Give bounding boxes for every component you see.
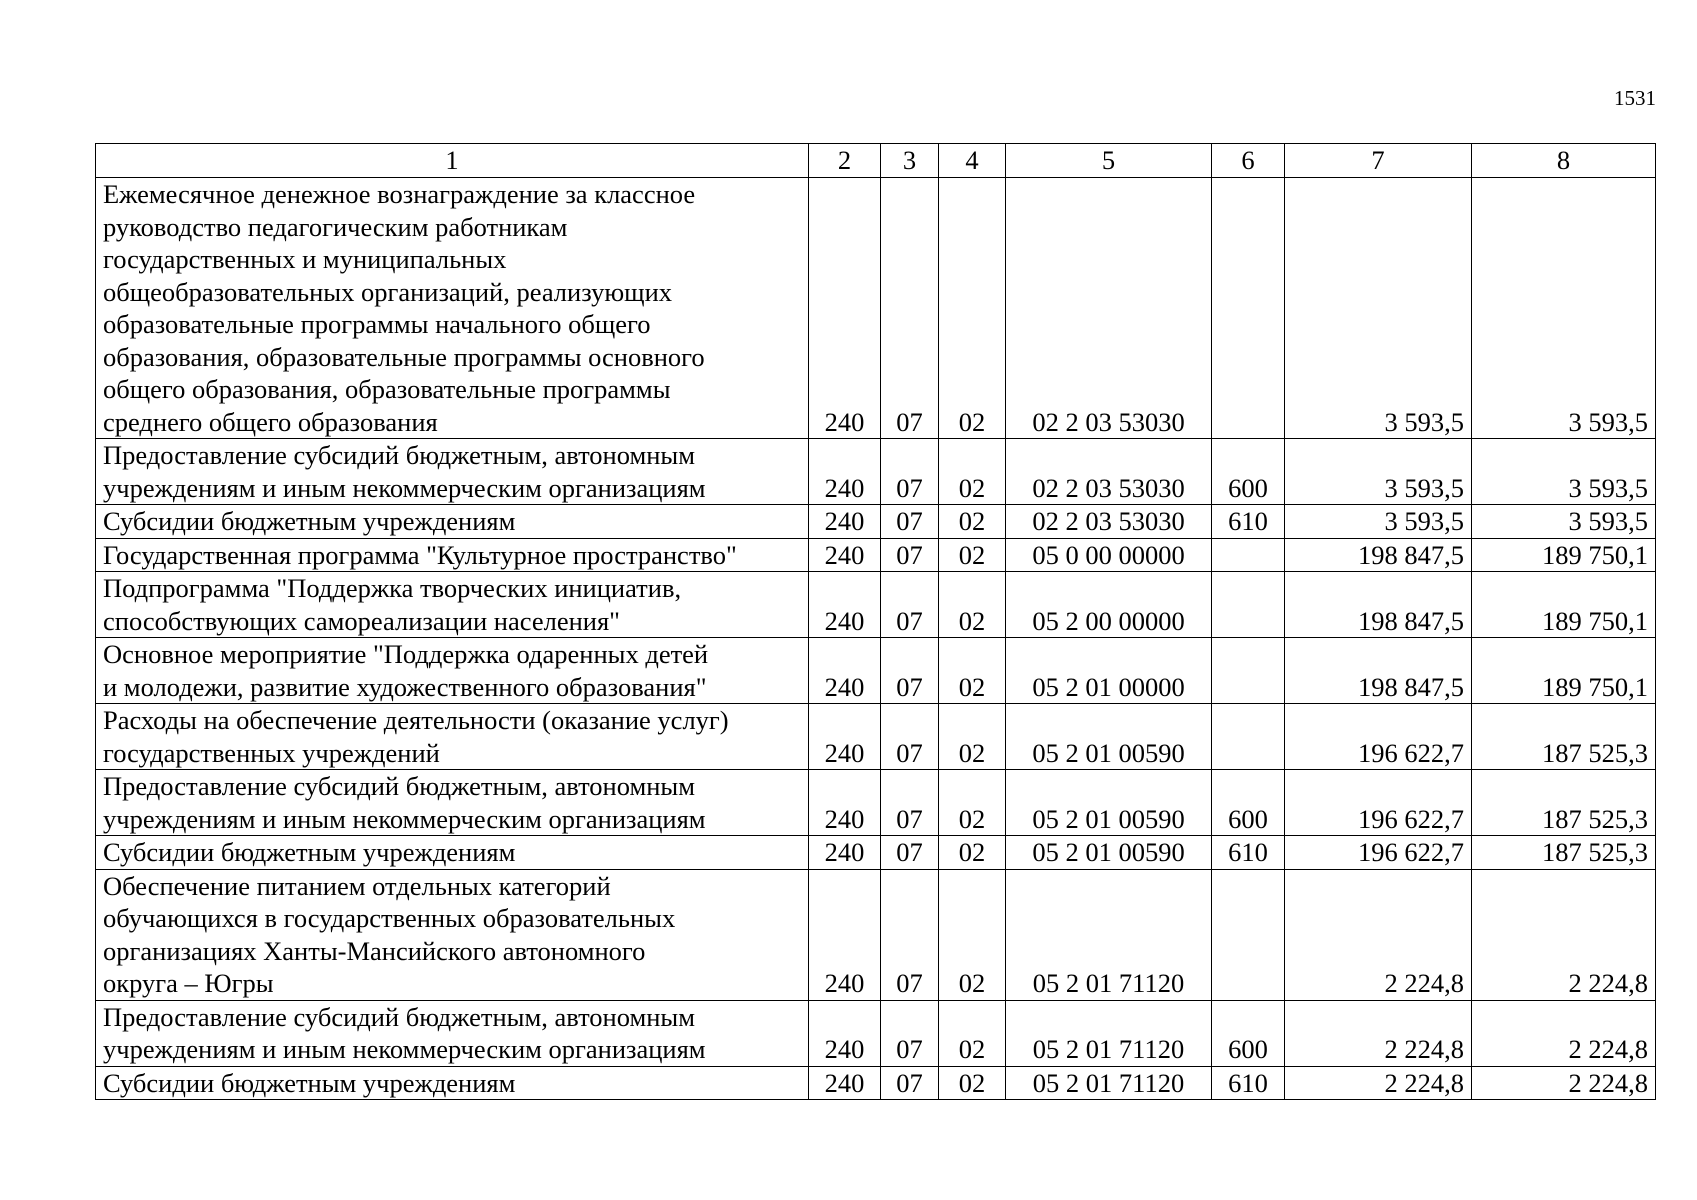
row-code-6: [1212, 869, 1285, 1000]
row-code-2: 240: [809, 1000, 881, 1066]
row-name: [96, 178, 809, 439]
row-amount-7: 2 224,8: [1285, 869, 1472, 1000]
row-code-6: [1212, 638, 1285, 704]
row-code-2: 240: [809, 836, 881, 870]
row-code-3: 07: [881, 770, 939, 836]
row-code-5: 05 2 01 00000: [1006, 638, 1212, 704]
column-header-1: 1: [96, 144, 809, 178]
row-amount-8: 3 593,5: [1472, 439, 1656, 505]
row-name-text: Подпрограмма "Поддержка творческих инициатив, способствующих самореализации населения": [103, 573, 682, 636]
row-code-3: 07: [881, 505, 939, 539]
row-name: [96, 638, 809, 704]
row-name: [96, 1066, 809, 1100]
row-code-4: 02: [939, 638, 1006, 704]
row-amount-8: 189 750,1: [1472, 572, 1656, 638]
row-amount-7: 3 593,5: [1285, 178, 1472, 439]
row-name-text: Предоставление субсидий бюджетным, автономным учреждениям и иным некоммерческим организациям: [103, 1001, 706, 1064]
row-code-4: 02: [939, 439, 1006, 505]
row-code-2: 240: [809, 1066, 881, 1100]
row-amount-7: 196 622,7: [1285, 836, 1472, 870]
row-code-4: 02: [939, 704, 1006, 770]
row-name: [96, 704, 809, 770]
table-row: [96, 439, 1656, 505]
row-amount-7: 198 847,5: [1285, 538, 1472, 572]
page-number: 1531: [1614, 86, 1656, 110]
row-code-4: 02: [939, 836, 1006, 870]
row-amount-8: 187 525,3: [1472, 704, 1656, 770]
row-code-4: 02: [939, 505, 1006, 539]
row-amount-7: 2 224,8: [1285, 1000, 1472, 1066]
row-code-6: 610: [1212, 1066, 1285, 1100]
row-amount-8: 3 593,5: [1472, 505, 1656, 539]
row-name-text: Основное мероприятие "Поддержка одаренных детей и молодежи, развитие художественного образования": [103, 639, 709, 702]
row-code-5: 05 2 01 00590: [1006, 836, 1212, 870]
row-amount-8: 187 525,3: [1472, 770, 1656, 836]
row-code-2: 240: [809, 572, 881, 638]
row-name: [96, 439, 809, 505]
row-code-4: 02: [939, 869, 1006, 1000]
row-code-3: 07: [881, 1066, 939, 1100]
table-row: [96, 770, 1656, 836]
row-amount-8: 3 593,5: [1472, 178, 1656, 439]
header-row: [96, 144, 1656, 178]
row-code-4: 02: [939, 770, 1006, 836]
row-code-6: 610: [1212, 836, 1285, 870]
row-code-5: 05 2 01 00590: [1006, 770, 1212, 836]
row-amount-7: 2 224,8: [1285, 1066, 1472, 1100]
row-name: [96, 538, 809, 572]
column-header-6: 6: [1212, 144, 1285, 178]
row-code-3: 07: [881, 704, 939, 770]
row-amount-7: 3 593,5: [1285, 505, 1472, 539]
row-name-text: Обеспечение питанием отдельных категорий обучающихся в государственных образовательных организациях Ханты-Мансийского автономного округа – Югры: [103, 870, 676, 998]
row-code-4: 02: [939, 538, 1006, 572]
row-name: [96, 1000, 809, 1066]
row-code-2: 240: [809, 770, 881, 836]
row-name-text: Государственная программа "Культурное пространство": [103, 539, 737, 570]
row-code-5: 05 2 01 71120: [1006, 869, 1212, 1000]
row-code-5: 05 2 00 00000: [1006, 572, 1212, 638]
table-row: [96, 836, 1656, 870]
row-code-6: 600: [1212, 439, 1285, 505]
column-header-8: 8: [1472, 144, 1656, 178]
row-code-4: 02: [939, 1000, 1006, 1066]
row-code-6: [1212, 178, 1285, 439]
column-header-2: 2: [809, 144, 881, 178]
row-code-5: 02 2 03 53030: [1006, 439, 1212, 505]
budget-table: [95, 143, 1656, 1100]
row-code-2: 240: [809, 178, 881, 439]
row-code-3: 07: [881, 178, 939, 439]
row-code-5: 05 2 01 71120: [1006, 1000, 1212, 1066]
row-code-6: [1212, 572, 1285, 638]
row-code-2: 240: [809, 869, 881, 1000]
row-code-5: 05 2 01 00590: [1006, 704, 1212, 770]
row-name-text: Субсидии бюджетным учреждениям: [103, 506, 516, 536]
row-code-2: 240: [809, 638, 881, 704]
column-header-5: 5: [1006, 144, 1212, 178]
row-code-3: 07: [881, 572, 939, 638]
row-code-2: 240: [809, 439, 881, 505]
row-amount-7: 196 622,7: [1285, 704, 1472, 770]
table-row: [96, 1000, 1656, 1066]
table-row: [96, 704, 1656, 770]
row-amount-8: 189 750,1: [1472, 638, 1656, 704]
row-code-2: 240: [809, 538, 881, 572]
row-code-5: 02 2 03 53030: [1006, 505, 1212, 539]
row-code-6: 610: [1212, 505, 1285, 539]
row-code-3: 07: [881, 538, 939, 572]
row-code-5: 05 0 00 00000: [1006, 538, 1212, 572]
table-row: [96, 178, 1656, 439]
row-code-4: 02: [939, 572, 1006, 638]
row-amount-7: 198 847,5: [1285, 572, 1472, 638]
row-amount-7: 196 622,7: [1285, 770, 1472, 836]
row-code-4: 02: [939, 178, 1006, 439]
row-code-3: 07: [881, 869, 939, 1000]
row-code-3: 07: [881, 1000, 939, 1066]
row-name-text: Расходы на обеспечение деятельности (оказание услуг) государственных учреждений: [103, 705, 729, 768]
column-header-7: 7: [1285, 144, 1472, 178]
row-name-text: Субсидии бюджетным учреждениям: [103, 1067, 516, 1098]
row-code-3: 07: [881, 439, 939, 505]
table-row: [96, 538, 1656, 572]
row-code-2: 240: [809, 704, 881, 770]
row-code-3: 07: [881, 836, 939, 870]
row-name: [96, 836, 809, 870]
row-code-6: [1212, 704, 1285, 770]
row-name-text: Ежемесячное денежное вознаграждение за классное руководство педагогическим работникам государственных и муниципальных общеобразовательных организаций, реализующих образовательные программы начального общего образования, образовательные программы основного общего образования, образовательные программы среднего общего образования: [103, 179, 705, 437]
table-header: [96, 144, 1656, 178]
row-code-5: 05 2 01 71120: [1006, 1066, 1212, 1100]
table-row: [96, 869, 1656, 1000]
row-name-text: Субсидии бюджетным учреждениям: [103, 837, 516, 867]
column-header-4: 4: [939, 144, 1006, 178]
row-code-2: 240: [809, 505, 881, 539]
row-code-4: 02: [939, 1066, 1006, 1100]
row-name-text: Предоставление субсидий бюджетным, автономным учреждениям и иным некоммерческим организациям: [103, 771, 706, 834]
row-code-5: 02 2 03 53030: [1006, 178, 1212, 439]
table-row: [96, 572, 1656, 638]
row-amount-8: 2 224,8: [1472, 1000, 1656, 1066]
row-name: [96, 869, 809, 1000]
row-amount-8: 187 525,3: [1472, 836, 1656, 870]
row-amount-8: 2 224,8: [1472, 869, 1656, 1000]
row-name: [96, 572, 809, 638]
table-row: [96, 505, 1656, 539]
row-code-6: 600: [1212, 770, 1285, 836]
row-name: [96, 770, 809, 836]
row-amount-8: 2 224,8: [1472, 1066, 1656, 1100]
table-row: [96, 638, 1656, 704]
row-code-3: 07: [881, 638, 939, 704]
table-row: [96, 1066, 1656, 1100]
row-name-text: Предоставление субсидий бюджетным, автономным учреждениям и иным некоммерческим организациям: [103, 440, 706, 503]
row-name: [96, 505, 809, 539]
column-header-3: 3: [881, 144, 939, 178]
row-code-6: 600: [1212, 1000, 1285, 1066]
row-amount-7: 198 847,5: [1285, 638, 1472, 704]
row-amount-8: 189 750,1: [1472, 538, 1656, 572]
row-amount-7: 3 593,5: [1285, 439, 1472, 505]
table-body: [96, 178, 1656, 1100]
row-code-6: [1212, 538, 1285, 572]
